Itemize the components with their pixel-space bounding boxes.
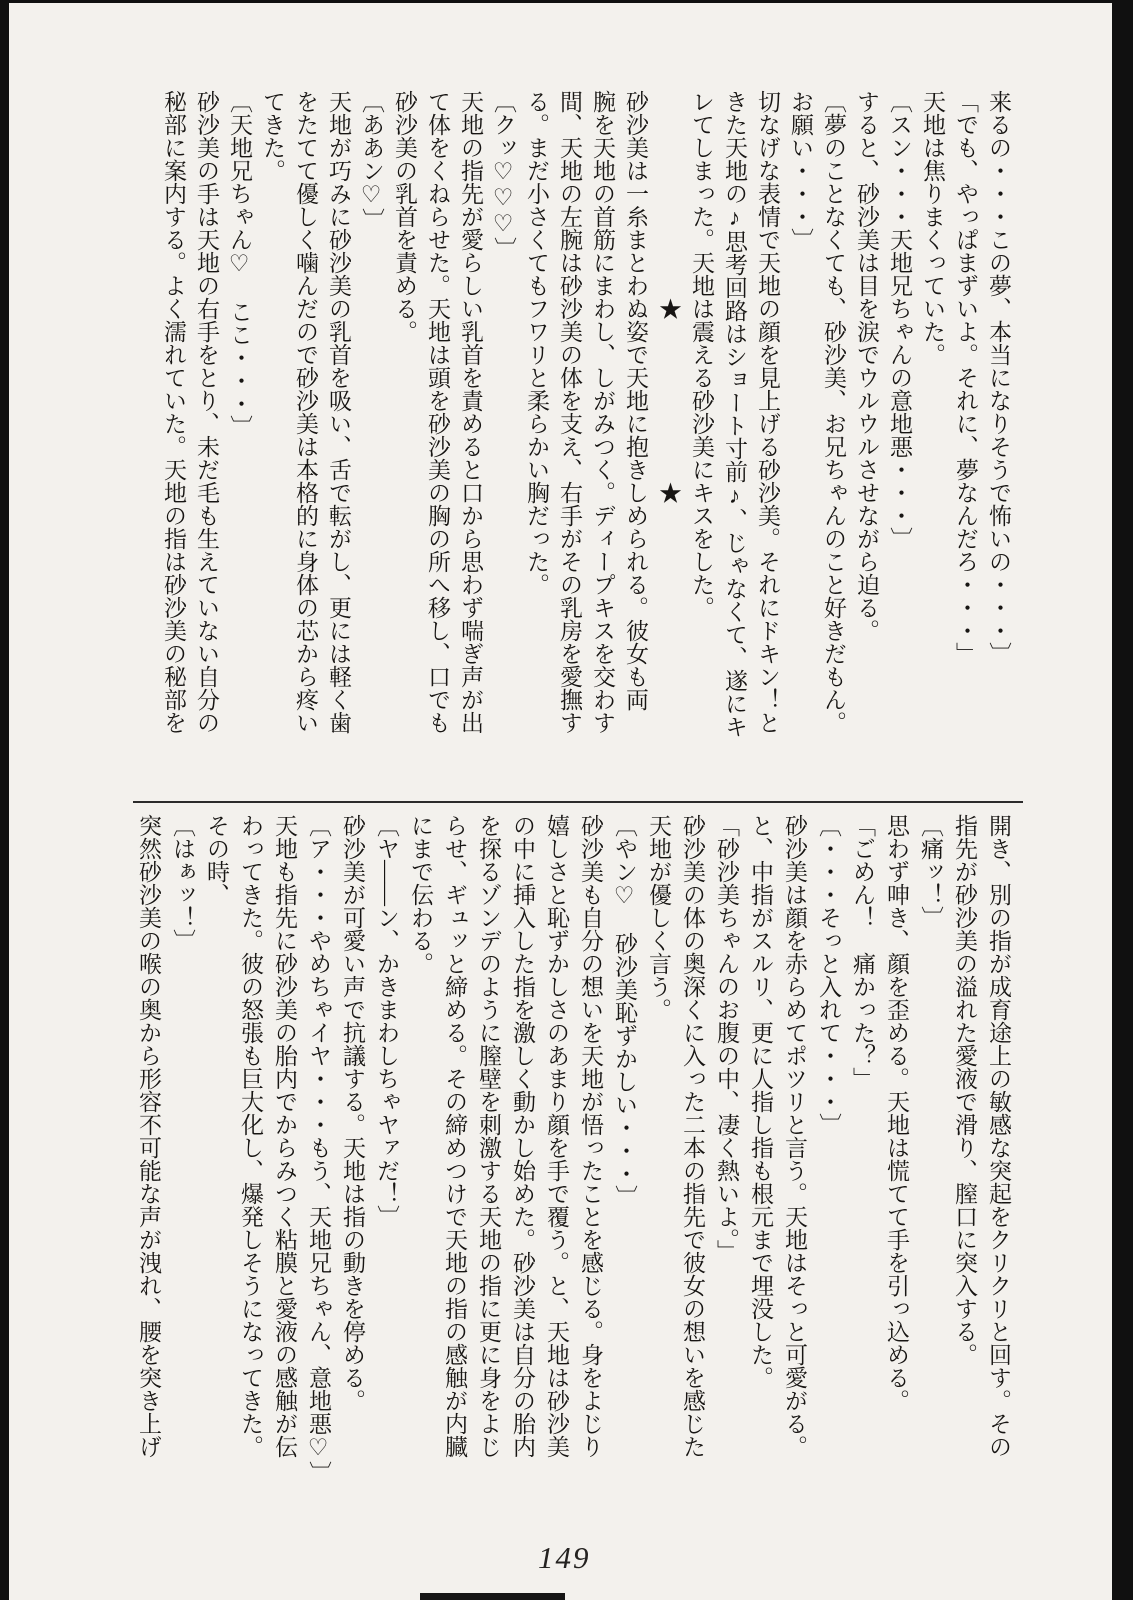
text-column: 思わず呻き、顔を歪める。天地は慌てて手を引っ込める。 <box>884 814 909 1412</box>
text-column: 来るの・・・この夢、本当になりそうで怖いの・・・〕 <box>986 90 1011 665</box>
text-column: 砂沙美の乳首を責める。 <box>392 90 417 343</box>
text-column: 〔ア・・・やめちゃイヤ・・・もう、天地兄ちゃん、意地悪♡〕 <box>306 814 331 1484</box>
text-column: 指先が砂沙美の溢れた愛液で滑り、膣口に突入する。 <box>952 814 977 1366</box>
text-column: レてしまった。天地は震える砂沙美にキスをした。 <box>689 90 714 619</box>
text-column: その時、 <box>204 814 229 906</box>
text-column: 〔クッ♡♡♡〕 <box>491 90 516 260</box>
text-column: の中に挿入した指を激しく動かし始めた。砂沙美は自分の胎内 <box>510 814 535 1458</box>
text-column: 砂沙美も自分の想いを天地が悟ったことを感じる。身をよじり <box>578 814 603 1458</box>
text-column: 天地が優しく言う。 <box>646 814 671 1021</box>
text-column: 天地は焦りまくっていた。 <box>920 90 945 366</box>
text-column: 「ごめん！ 痛かった？」 <box>850 814 875 1090</box>
text-column: 〔痛ッ！〕 <box>918 814 943 929</box>
text-column: 天地の指先が愛らしい乳首を責めると口から思わず喘ぎ声が出 <box>458 90 483 734</box>
top-scan-edge <box>0 0 1133 3</box>
bottom-scan-artifact <box>420 1593 565 1600</box>
text-column: お願い・・・〕 <box>788 90 813 251</box>
text-column: 砂沙美は顔を赤らめてポツリと言う。天地はそっと可愛がる。 <box>782 814 807 1458</box>
section-divider <box>133 801 1023 803</box>
text-column: をたてて優しく噛んだので砂沙美は本格的に身体の芯から疼い <box>293 90 318 734</box>
bottom-text-block <box>131 814 1015 1514</box>
text-column: にまで伝わる。 <box>408 814 433 975</box>
text-column: 間、天地の左腕は砂沙美の体を支え、右手がその乳房を愛撫す <box>557 90 582 734</box>
text-column: 砂沙美が可愛い声で抗議する。天地は指の動きを停める。 <box>340 814 365 1412</box>
text-column: 〔スン・・・天地兄ちゃんの意地悪・・・〕 <box>887 90 912 550</box>
text-column: 〔ああン♡〕 <box>359 90 384 231</box>
text-column: 〔・・・そっと入れて・・・〕 <box>816 814 841 1136</box>
text-column: 「砂沙美ちゃんのお腹の中、凄く熱いよ。」 <box>714 814 739 1263</box>
text-column: 突然砂沙美の喉の奥から形容不可能な声が洩れ、腰を突き上げ <box>136 814 161 1458</box>
text-column: 〔ヤ――ン、かきまわしちゃヤァだ！〕 <box>374 814 399 1228</box>
page-number: 149 <box>538 1540 591 1575</box>
right-scan-edge <box>1112 0 1133 1600</box>
text-column: きた天地の♪思考回路はショート寸前♪、じゃなくて、遂にキ <box>722 90 747 738</box>
text-column: と、中指がスルリ、更に人指し指も根元まで埋没した。 <box>748 814 773 1389</box>
text-column: ★ ★ <box>656 90 681 504</box>
text-column: 腕を天地の首筋にまわし、しがみつく。ディープキスを交わす <box>590 90 615 734</box>
text-column: らせ、ギュッと締める。その締めつけで天地の指の感触が内臓 <box>442 814 467 1458</box>
text-column: を探るゾンデのように膣壁を刺激する天地の指に更に身をよじ <box>476 814 501 1458</box>
text-column: 天地も指先に砂沙美の胎内でからみつく粘膜と愛液の感触が伝 <box>272 814 297 1458</box>
text-column: 開き、別の指が成育途上の敏感な突起をクリクリと回す。その <box>986 814 1011 1458</box>
text-column: 秘部に案内する。よく濡れていた。天地の指は砂沙美の秘部を <box>161 90 186 734</box>
text-column: る。まだ小さくてもフワリと柔らかい胸だった。 <box>524 90 549 596</box>
text-column: 天地が巧みに砂沙美の乳首を吸い、舌で転がし、更には軽く歯 <box>326 90 351 734</box>
text-column: 〔天地兄ちゃん♡ ここ・・・〕 <box>227 90 252 438</box>
text-column: てきた。 <box>260 90 285 182</box>
text-column: 砂沙美の体の奥深くに入った二本の指先で彼女の想いを感じた <box>680 814 705 1458</box>
text-column: 〔やン♡ 砂沙美恥ずかしい・・・〕 <box>612 814 637 1208</box>
left-scan-edge <box>0 0 9 1600</box>
text-column: 嬉しさと恥ずかしさのあまり顔を手で覆う。と、天地は砂沙美 <box>544 814 569 1458</box>
text-column: 〔はぁッ！〕 <box>170 814 195 952</box>
text-column: て体をくねらせた。天地は頭を砂沙美の胸の所へ移し、口でも <box>425 90 450 734</box>
text-column: 砂沙美は一糸まとわぬ姿で天地に抱きしめられる。彼女も両 <box>623 90 648 711</box>
text-column: 切なげな表情で天地の顔を見上げる砂沙美。それにドキン！と <box>755 90 780 734</box>
text-column: 「でも、やっぱまずいよ。それに、夢なんだろ・・・」 <box>953 90 978 665</box>
top-text-block <box>157 90 1015 780</box>
text-column: わってきた。彼の怒張も巨大化し、爆発しそうになってきた。 <box>238 814 263 1458</box>
text-column: 〔夢のことなくても、砂沙美、お兄ちゃんのこと好きだもん。 <box>821 90 846 734</box>
text-column: 砂沙美の手は天地の右手をとり、未だ毛も生えていない自分の <box>194 90 219 734</box>
text-column: すると、砂沙美は目を涙でウルウルさせながら迫る。 <box>854 90 879 642</box>
